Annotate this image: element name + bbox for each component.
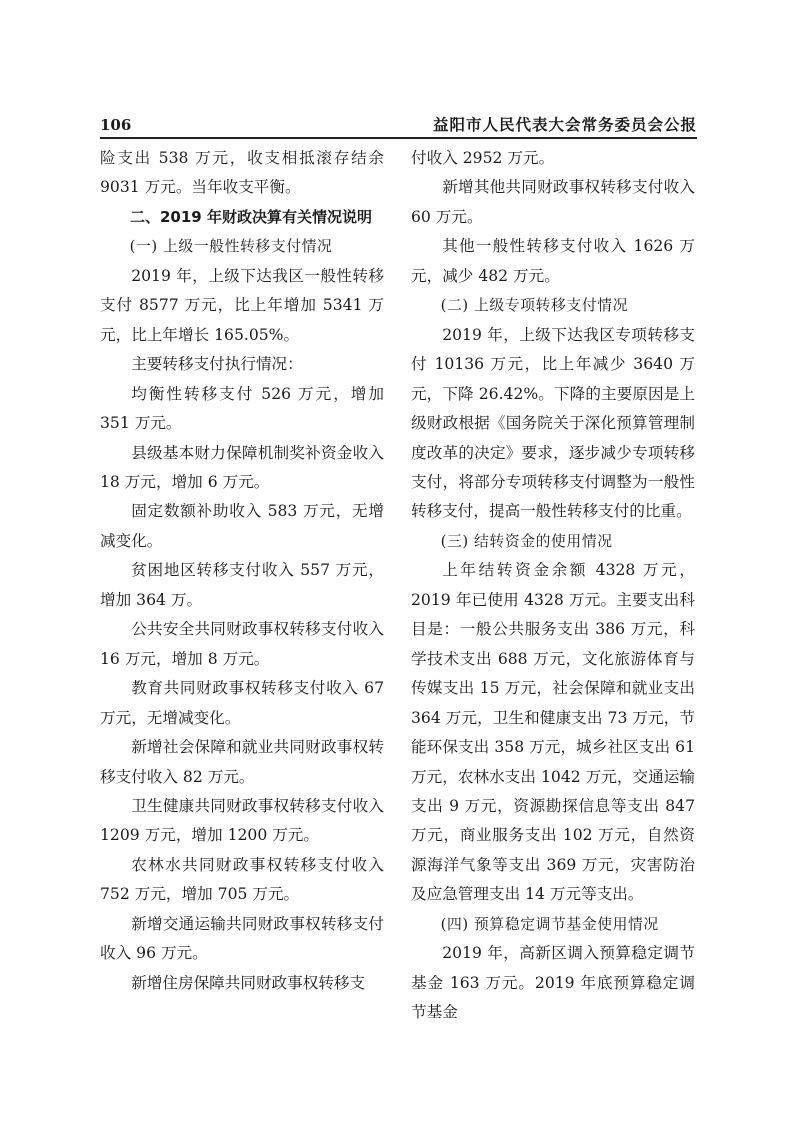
subsection-heading: (四) 预算稳定调节基金使用情况	[440, 915, 659, 933]
paragraph: 卫生健康共同财政事权转移支付收入 1209 万元，增加 1200 万元。	[100, 796, 384, 845]
paragraph: 固定数额补助收入 583 万元，无增减变化。	[100, 502, 384, 550]
paragraph: 上年结转资金余额 4328 万元，2019 年已使用 4328 万元。主要支出科目是：一般公共服务支出 386 万元，科学技术支出 688 万元，文化旅游体育与传媒支出 15 万元，社会保障和就业支出 364 万元，卫生和健康支出 73 万元，节能环保支出 358 万元，城乡社区支出 61 万元，农林水支出 1042 万元，交通运输支出 9 万元，资源勘探信息等支出 847 万元，商业服务支出 102 万元，自然资源海洋气象等支出 369 万元，灾害防治及应急管理支出 14 万元等支出。	[411, 561, 695, 904]
right-column	[411, 144, 695, 1028]
journal-title: 益阳市人民代表大会常务委员会公报	[432, 115, 697, 134]
paragraph: 2019 年，上级下达我区专项转移支付 10136 万元，比上年减少 3640 万元，下降 26.42%。下降的主要原因是上级财政根据《国务院关于深化预算管理制度改革的决定》要求，逐步减少专项转移支付，将部分专项转移支付调整为一般性转移支付，提高一般性转移支付的比重。	[411, 325, 695, 521]
subsection-heading: (三) 结转资金的使用情况	[440, 532, 613, 550]
page-header	[100, 116, 697, 138]
continued-text: 付收入 2952 万元。	[411, 149, 555, 167]
paragraph: 其他一般性转移支付收入 1626 万元，减少 482 万元。	[411, 237, 695, 285]
paragraph: 2019 年，高新区调入预算稳定调节基金 163 万元。2019 年底预算稳定调节基金	[411, 944, 695, 1022]
paragraph: 贫困地区转移支付收入 557 万元，增加 364 万。	[100, 561, 384, 609]
continued-text: 险支出 538 万元，收支相抵滚存结余 9031 万元。当年收支平衡。	[100, 149, 384, 197]
paragraph: 县级基本财力保障机制奖补资金收入 18 万元，增加 6 万元。	[100, 443, 384, 491]
left-column	[100, 144, 384, 998]
paragraph: 教育共同财政事权转移支付收入 67 万元，无增减变化。	[100, 679, 384, 727]
page-number: 106	[100, 116, 132, 134]
paragraph: 新增其他共同财政事权转移支付收入 60 万元。	[411, 178, 695, 226]
subsection-heading: (二) 上级专项转移支付情况	[440, 297, 629, 315]
paragraph: 2019 年，上级下达我区一般性转移支付 8577 万元，比上年增加 5341 万元，比上年增长 165.05%。	[100, 266, 384, 344]
paragraph: 均衡性转移支付 526 万元，增加 351 万元。	[100, 384, 384, 433]
paragraph: 新增交通运输共同财政事权转移支付收入 96 万元。	[100, 914, 384, 963]
section-heading: 二、2019 年财政决算有关情况说明	[130, 207, 372, 226]
paragraph: 主要转移支付执行情况：	[131, 355, 303, 374]
header-rule	[100, 137, 697, 139]
paragraph: 农林水共同财政事权转移支付收入 752 万元，增加 705 万元。	[100, 855, 384, 904]
subsection-heading: (一) 上级一般性转移支付情况	[129, 238, 333, 256]
paragraph: 新增社会保障和就业共同财政事权转移支付收入 82 万元。	[100, 738, 384, 786]
paragraph: 新增住房保障共同财政事权转移支	[131, 973, 366, 992]
paragraph: 公共安全共同财政事权转移支付收入 16 万元，增加 8 万元。	[100, 620, 384, 668]
